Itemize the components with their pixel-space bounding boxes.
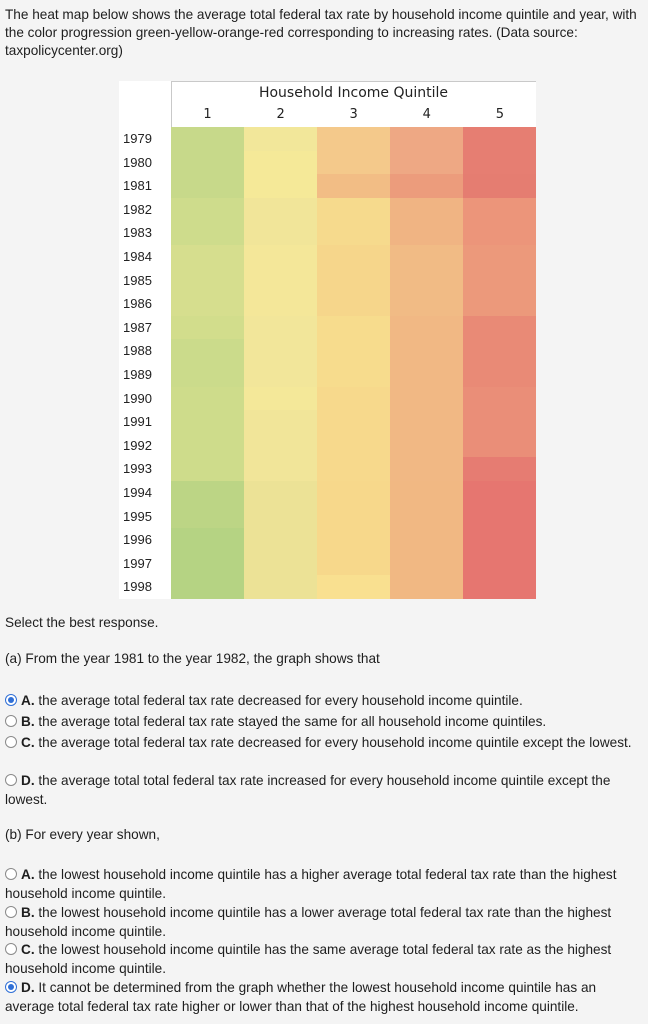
heatmap-cell-1980-q3 (317, 151, 390, 175)
option-a-A[interactable]: A. the average total federal tax rate decreased for every household income quintile. (5, 692, 641, 711)
heatmap-cell-1984-q1 (171, 245, 244, 269)
heatmap-cell-1998-q3 (317, 575, 390, 599)
heatmap (119, 81, 536, 599)
heatmap-cell-1997-q2 (244, 552, 317, 576)
heatmap-cell-1992-q5 (463, 434, 536, 458)
radio-b-D[interactable] (5, 981, 17, 993)
heatmap-cell-1983-q5 (463, 221, 536, 245)
option-a-B[interactable]: B. the average total federal tax rate stayed the same for all household income quintiles. (5, 713, 641, 732)
question-b: (b) For every year shown, (5, 827, 160, 842)
heatmap-cell-1986-q5 (463, 292, 536, 316)
heatmap-cell-1989-q1 (171, 363, 244, 387)
heatmap-cell-1996-q3 (317, 528, 390, 552)
heatmap-cell-1990-q2 (244, 387, 317, 411)
heatmap-cell-1983-q3 (317, 221, 390, 245)
heatmap-cell-1986-q2 (244, 292, 317, 316)
option-b-B[interactable]: B. the lowest household income quintile has a lower average total federal tax rate than the highest household income quintile. (5, 905, 612, 939)
question-a: (a) From the year 1981 to the year 1982, the graph shows that (5, 651, 380, 666)
heatmap-cell-1991-q5 (463, 410, 536, 434)
row-label-1981: 1981 (123, 178, 152, 194)
option-b-D[interactable]: D. It cannot be determined from the graph whether the lowest household income quintile has an average total federal tax rate higher or lower than that of the highest household income quintile. (5, 980, 597, 1014)
row-label-1982: 1982 (123, 201, 152, 217)
heatmap-cell-1994-q1 (171, 481, 244, 505)
heatmap-cell-1980-q1 (171, 151, 244, 175)
heatmap-cell-1993-q3 (317, 457, 390, 481)
heatmap-cell-1988-q2 (244, 339, 317, 363)
heatmap-cell-1987-q4 (390, 316, 463, 340)
heatmap-cell-1991-q3 (317, 410, 390, 434)
row-label-1992: 1992 (123, 437, 152, 453)
heatmap-cell-1985-q5 (463, 269, 536, 293)
radio-a-C[interactable] (5, 736, 17, 748)
heatmap-cell-1981-q1 (171, 174, 244, 198)
heatmap-cell-1996-q5 (463, 528, 536, 552)
row-label-1986: 1986 (123, 296, 152, 312)
heatmap-cell-1998-q2 (244, 575, 317, 599)
heatmap-cell-1995-q1 (171, 505, 244, 529)
heatmap-cell-1993-q4 (390, 457, 463, 481)
row-label-1993: 1993 (123, 461, 152, 477)
heatmap-cell-1991-q2 (244, 410, 317, 434)
heatmap-cell-1989-q3 (317, 363, 390, 387)
heatmap-cell-1997-q5 (463, 552, 536, 576)
heatmap-cell-1986-q1 (171, 292, 244, 316)
heatmap-cell-1998-q5 (463, 575, 536, 599)
select-prompt: Select the best response. (5, 615, 159, 630)
heatmap-cell-1988-q4 (390, 339, 463, 363)
radio-a-D[interactable] (5, 774, 17, 786)
heatmap-cell-1979-q3 (317, 127, 390, 151)
row-label-1983: 1983 (123, 225, 152, 241)
heatmap-cell-1984-q3 (317, 245, 390, 269)
heatmap-cell-1990-q3 (317, 387, 390, 411)
heatmap-cell-1993-q2 (244, 457, 317, 481)
heatmap-cell-1985-q2 (244, 269, 317, 293)
row-label-1998: 1998 (123, 579, 152, 595)
row-label-1990: 1990 (123, 390, 152, 406)
heatmap-cell-1979-q4 (390, 127, 463, 151)
column-label-4: 4 (422, 107, 431, 122)
radio-b-B[interactable] (5, 906, 17, 918)
heatmap-cell-1990-q4 (390, 387, 463, 411)
heatmap-cell-1986-q4 (390, 292, 463, 316)
heatmap-cell-1982-q3 (317, 198, 390, 222)
heatmap-cell-1987-q3 (317, 316, 390, 340)
heatmap-cell-1992-q3 (317, 434, 390, 458)
heatmap-cell-1993-q1 (171, 457, 244, 481)
heatmap-cell-1984-q2 (244, 245, 317, 269)
heatmap-cell-1994-q3 (317, 481, 390, 505)
heatmap-cell-1987-q5 (463, 316, 536, 340)
heatmap-cell-1987-q1 (171, 316, 244, 340)
heatmap-cell-1997-q1 (171, 552, 244, 576)
option-a-C[interactable]: C. the average total federal tax rate decreased for every household income quintile except the lowest. (5, 734, 641, 753)
heatmap-cell-1997-q3 (317, 552, 390, 576)
heatmap-cell-1984-q5 (463, 245, 536, 269)
row-label-1988: 1988 (123, 343, 152, 359)
header-border (171, 81, 536, 82)
heatmap-cell-1998-q1 (171, 575, 244, 599)
column-label-1: 1 (203, 107, 212, 122)
heatmap-cell-1985-q1 (171, 269, 244, 293)
heatmap-cell-1983-q4 (390, 221, 463, 245)
heatmap-cell-1985-q3 (317, 269, 390, 293)
heatmap-cell-1992-q4 (390, 434, 463, 458)
row-label-1996: 1996 (123, 532, 152, 548)
row-label-1989: 1989 (123, 367, 152, 382)
heatmap-cell-1982-q2 (244, 198, 317, 222)
heatmap-cell-1988-q1 (171, 339, 244, 363)
heatmap-cell-1979-q2 (244, 127, 317, 151)
heatmap-cell-1988-q5 (463, 339, 536, 363)
row-label-1991: 1991 (123, 414, 152, 430)
option-a-D[interactable]: D. the average total total federal tax rate increased for every household income quintile except the lowest. (5, 773, 611, 807)
option-b-C[interactable]: C. the lowest household income quintile has the same average total federal tax rate as the highest household income quintile. (5, 942, 612, 976)
row-label-1987: 1987 (123, 319, 152, 335)
heatmap-cell-1984-q4 (390, 245, 463, 269)
heatmap-cell-1985-q4 (390, 269, 463, 293)
heatmap-cell-1982-q4 (390, 198, 463, 222)
heatmap-cell-1989-q4 (390, 363, 463, 387)
heatmap-cell-1987-q2 (244, 316, 317, 340)
heatmap-cell-1996-q4 (390, 528, 463, 552)
column-label-2: 2 (276, 107, 285, 122)
row-label-1995: 1995 (123, 508, 152, 524)
column-label-3: 3 (349, 107, 358, 122)
heatmap-cell-1979-q1 (171, 127, 244, 151)
heatmap-cell-1991-q1 (171, 410, 244, 434)
heatmap-cell-1983-q1 (171, 221, 244, 245)
heatmap-cell-1982-q5 (463, 198, 536, 222)
row-label-1997: 1997 (123, 555, 152, 571)
intro-text: The heat map below shows the average total federal tax rate by household income quintile and year, with the color progression green-yellow-orange-red corresponding to increasing rates. (Data source: taxpolicycenter.org) (5, 7, 637, 58)
heatmap-cell-1980-q4 (390, 151, 463, 175)
heatmap-cell-1994-q4 (390, 481, 463, 505)
heatmap-cell-1988-q3 (317, 339, 390, 363)
row-label-1994: 1994 (123, 485, 152, 500)
heatmap-cell-1982-q1 (171, 198, 244, 222)
row-label-1984: 1984 (123, 249, 152, 264)
heatmap-cell-1983-q2 (244, 221, 317, 245)
heatmap-cell-1981-q4 (390, 174, 463, 198)
heatmap-cell-1995-q2 (244, 505, 317, 529)
radio-b-C[interactable] (5, 943, 17, 955)
heatmap-title: Household Income Quintile (258, 85, 449, 101)
option-b-A[interactable]: A. the lowest household income quintile has a higher average total federal tax rate than the highest household income quintile. (5, 867, 617, 901)
heatmap-cell-1996-q2 (244, 528, 317, 552)
row-label-1979: 1979 (123, 131, 152, 146)
radio-a-B[interactable] (5, 715, 17, 727)
heatmap-cell-1990-q1 (171, 387, 244, 411)
heatmap-cell-1998-q4 (390, 575, 463, 599)
heatmap-cell-1995-q5 (463, 505, 536, 529)
heatmap-cell-1991-q4 (390, 410, 463, 434)
heatmap-cell-1995-q4 (390, 505, 463, 529)
row-label-1985: 1985 (123, 272, 152, 288)
heatmap-cell-1992-q1 (171, 434, 244, 458)
heatmap-cell-1995-q3 (317, 505, 390, 529)
heatmap-cell-1994-q2 (244, 481, 317, 505)
heatmap-cell-1980-q2 (244, 151, 317, 175)
heatmap-cell-1986-q3 (317, 292, 390, 316)
heatmap-cell-1997-q4 (390, 552, 463, 576)
heatmap-cell-1980-q5 (463, 151, 536, 175)
heatmap-cell-1990-q5 (463, 387, 536, 411)
heatmap-cell-1996-q1 (171, 528, 244, 552)
heatmap-cell-1994-q5 (463, 481, 536, 505)
heatmap-cell-1979-q5 (463, 127, 536, 151)
heatmap-cell-1989-q2 (244, 363, 317, 387)
heatmap-cell-1992-q2 (244, 434, 317, 458)
heatmap-cell-1981-q2 (244, 174, 317, 198)
heatmap-cell-1993-q5 (463, 457, 536, 481)
radio-a-A[interactable] (5, 694, 17, 706)
column-label-5: 5 (495, 107, 505, 122)
heatmap-cell-1989-q5 (463, 363, 536, 387)
radio-b-A[interactable] (5, 868, 17, 880)
row-label-1980: 1980 (123, 154, 152, 170)
heatmap-cell-1981-q3 (317, 174, 390, 198)
heatmap-cell-1981-q5 (463, 174, 536, 198)
